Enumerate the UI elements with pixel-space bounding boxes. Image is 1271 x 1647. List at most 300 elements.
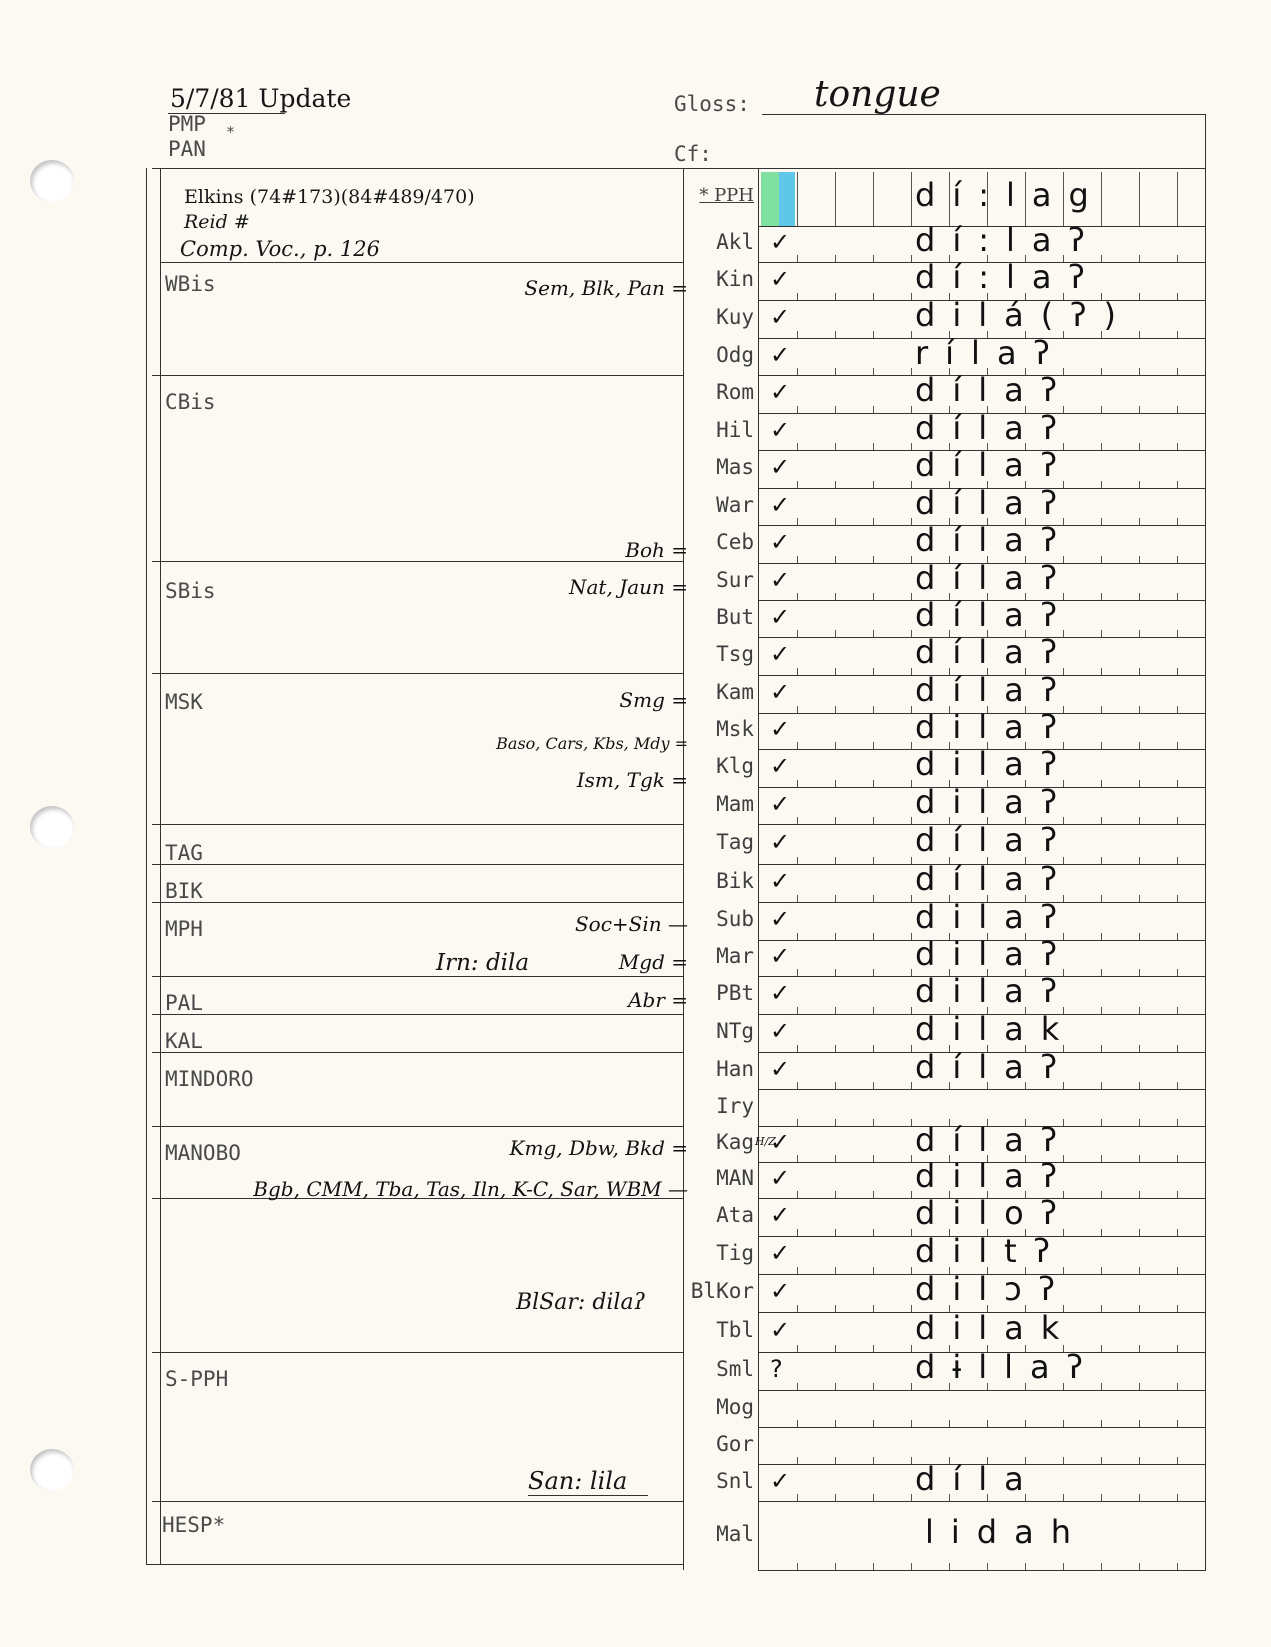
cell-tick <box>797 817 798 824</box>
cell-tick <box>1177 1345 1178 1352</box>
cell-tick <box>911 518 912 525</box>
lang-pbt: PBt <box>716 981 754 1005</box>
cell-tick <box>797 1494 798 1501</box>
lang-bik: Bik <box>716 869 754 893</box>
cell-tick <box>1139 742 1140 749</box>
binder-hole-bottom <box>30 1449 74 1491</box>
form-mal: lidah <box>925 1512 1088 1551</box>
cell-tick <box>835 518 836 525</box>
divider-mindoro <box>152 1126 683 1127</box>
lang-mam: Mam <box>716 791 754 816</box>
check-tbl: ✓ <box>770 1316 791 1344</box>
cell-tick <box>835 857 836 864</box>
cell-tick <box>911 1191 912 1198</box>
cell-tick <box>873 933 874 940</box>
cell-tick <box>911 1563 912 1570</box>
cell-tick <box>873 1045 874 1052</box>
cell-tick <box>1139 1229 1140 1236</box>
form-kag: dílaʔ <box>915 1121 1075 1159</box>
cell-tick <box>911 1457 912 1464</box>
divider-pal <box>152 1014 683 1015</box>
cell-tick <box>1101 368 1102 375</box>
lang-snl: Snl <box>716 1468 754 1493</box>
form-kin: dí:laʔ <box>915 258 1102 296</box>
cell-tick <box>1101 1305 1102 1312</box>
cell-tick <box>1139 593 1140 600</box>
cell-tick <box>1063 1383 1064 1390</box>
cell-tick <box>1025 1494 1026 1501</box>
cell-tick <box>797 933 798 940</box>
form-tag: dílaʔ <box>915 821 1075 859</box>
cell-tick <box>987 172 988 226</box>
cell-tick <box>873 1494 874 1501</box>
binder-hole-middle <box>30 806 74 848</box>
cell-tick <box>797 331 798 338</box>
cell-tick <box>1139 556 1140 563</box>
cell-tick <box>1139 630 1140 637</box>
lang-sml: Sml <box>716 1357 754 1381</box>
cell-tick <box>911 406 912 413</box>
cell-tick <box>1139 172 1140 226</box>
lang-tag: Tag <box>716 830 754 854</box>
cell-tick <box>835 1119 836 1126</box>
cell-tick <box>835 293 836 300</box>
cell-tick <box>835 668 836 675</box>
lang-but: But <box>716 604 754 629</box>
cell-tick <box>835 742 836 749</box>
check-han: ✓ <box>770 1054 791 1083</box>
cell-tick <box>1177 1191 1178 1198</box>
cell-tick <box>873 895 874 902</box>
annotation-ceb: Boh = <box>625 538 688 562</box>
lang-msk: Msk <box>716 717 754 741</box>
check-tag: ✓ <box>770 828 791 856</box>
cell-tick <box>987 1563 988 1570</box>
cell-tick <box>1101 1155 1102 1162</box>
cell-tick <box>1177 255 1178 262</box>
form-ata: diloʔ <box>915 1194 1074 1232</box>
update-date: 5/7/81 Update <box>170 84 352 113</box>
cell-tick <box>1063 1457 1064 1464</box>
lang-war: War <box>716 492 754 517</box>
form-klg: dilaʔ <box>915 745 1075 783</box>
cell-tick <box>1063 172 1064 226</box>
frame-right <box>1205 168 1206 1570</box>
cell-tick <box>797 1383 798 1390</box>
form-blkor: dilɔʔ <box>915 1270 1072 1308</box>
ref-comp-voc: Comp. Voc., p. 126 <box>180 237 380 261</box>
cell-tick <box>1139 481 1140 488</box>
lang-ceb: Ceb <box>716 530 754 554</box>
cell-tick <box>1139 331 1140 338</box>
cell-tick <box>873 368 874 375</box>
cell-tick <box>1177 368 1178 375</box>
cell-tick <box>797 630 798 637</box>
cell-tick <box>835 1494 836 1501</box>
cell-tick <box>1177 593 1178 600</box>
lang-kam: Kam <box>716 680 754 704</box>
form-bik: dílaʔ <box>915 860 1075 898</box>
form-tsg: dílaʔ <box>915 633 1075 671</box>
cell-tick <box>835 172 836 226</box>
cell-tick <box>1139 443 1140 450</box>
cell-tick <box>1177 1494 1178 1501</box>
cell-tick <box>911 668 912 675</box>
cell-tick <box>873 293 874 300</box>
cell-tick <box>911 556 912 563</box>
frame-bottom-right <box>758 1570 1206 1571</box>
cell-tick <box>1177 1155 1178 1162</box>
lang-mas: Mas <box>716 455 754 479</box>
lang-mar: Mar <box>716 944 754 968</box>
cell-tick <box>797 518 798 525</box>
cell-tick <box>835 1457 836 1464</box>
cell-tick <box>911 1229 912 1236</box>
cell-tick <box>873 817 874 824</box>
cell-tick <box>949 1420 950 1427</box>
cell-tick <box>1101 593 1102 600</box>
cell-tick <box>1139 1345 1140 1352</box>
lang-klg: Klg <box>716 754 754 778</box>
divider-hesp <box>152 1501 683 1502</box>
cell-tick <box>835 481 836 488</box>
cell-tick <box>911 706 912 713</box>
cell-tick <box>835 817 836 824</box>
check-ntg: ✓ <box>770 1017 791 1045</box>
cell-tick <box>1177 817 1178 824</box>
cell-tick <box>1177 857 1178 864</box>
cell-tick <box>1101 481 1102 488</box>
ref-elkins: Elkins (74#173)(84#489/470) <box>184 186 475 208</box>
cell-tick <box>1101 1267 1102 1274</box>
frame-left-inner <box>160 168 161 1564</box>
form-tbl: dilak <box>915 1309 1077 1347</box>
cell-tick <box>1177 668 1178 675</box>
cell-tick <box>1139 668 1140 675</box>
cell-tick <box>987 1383 988 1390</box>
san-underline <box>528 1495 648 1496</box>
check-war: ✓ <box>770 490 791 519</box>
cell-tick <box>1177 780 1178 787</box>
cell-tick <box>1177 443 1178 450</box>
divider-cbis <box>152 561 683 562</box>
cell-tick <box>797 443 798 450</box>
cell-tick <box>873 1457 874 1464</box>
cell-tick <box>1139 817 1140 824</box>
cell-tick <box>1139 1082 1140 1089</box>
cell-tick <box>1101 933 1102 940</box>
cell-tick <box>1177 630 1178 637</box>
annotation-kam: Smg = <box>619 688 688 712</box>
lang-kin: Kin <box>716 267 754 291</box>
cell-tick <box>835 368 836 375</box>
cell-tick <box>873 857 874 864</box>
header-bottom-rule <box>152 168 1206 169</box>
annotation-msk: Baso, Cars, Kbs, Mdy = <box>496 734 688 753</box>
cell-tick <box>1101 172 1102 226</box>
cell-tick <box>1177 895 1178 902</box>
row-rule <box>758 1427 1205 1428</box>
cell-tick <box>797 368 798 375</box>
check-kin: ✓ <box>770 265 791 293</box>
cell-tick <box>911 1420 912 1427</box>
form-ntg: dilak <box>915 1010 1077 1048</box>
cell-tick <box>797 1305 798 1312</box>
cell-tick <box>1139 518 1140 525</box>
cell-tick <box>797 593 798 600</box>
cell-tick <box>911 895 912 902</box>
cf-label: Cf: <box>674 142 712 166</box>
row-rule <box>758 1089 1205 1090</box>
cell-tick <box>835 969 836 976</box>
cell-tick <box>797 556 798 563</box>
cell-tick <box>1101 1457 1102 1464</box>
cell-tick <box>835 331 836 338</box>
cell-tick <box>1139 1267 1140 1274</box>
cell-tick <box>873 1007 874 1014</box>
lang-iry: Iry <box>716 1093 754 1118</box>
cell-tick <box>873 1305 874 1312</box>
cell-tick <box>835 895 836 902</box>
check-snl: ✓ <box>770 1466 791 1495</box>
cell-tick <box>911 1007 912 1014</box>
cell-tick <box>873 1155 874 1162</box>
cell-tick <box>1139 255 1140 262</box>
cell-tick <box>1139 1155 1140 1162</box>
cell-tick <box>835 1045 836 1052</box>
cell-tick <box>873 255 874 262</box>
lang-tbl: Tbl <box>716 1318 754 1342</box>
pph-blue-highlight <box>779 172 795 226</box>
cell-tick <box>1177 518 1178 525</box>
cell-tick <box>911 742 912 749</box>
cell-tick <box>873 668 874 675</box>
check-sml: ? <box>770 1355 783 1383</box>
pmp-label: PMP <box>168 112 206 136</box>
check-klg: ✓ <box>770 752 791 780</box>
binder-hole-top <box>30 160 74 202</box>
cell-tick <box>835 406 836 413</box>
annotation-irn: Irn: dila <box>436 950 530 976</box>
lang-sub: Sub <box>716 907 754 931</box>
form-han: dílaʔ <box>915 1047 1075 1086</box>
cell-tick <box>1177 1045 1178 1052</box>
lang-rom: Rom <box>716 380 754 404</box>
subgroup-mph: MPH <box>165 917 203 941</box>
form-ceb: dílaʔ <box>915 521 1075 559</box>
cell-tick <box>1139 780 1140 787</box>
cell-tick <box>1063 1420 1064 1427</box>
cell-tick <box>1177 172 1178 226</box>
cell-tick <box>835 1383 836 1390</box>
check-ata: ✓ <box>770 1201 791 1229</box>
column-divider-right <box>758 168 759 1570</box>
check-but: ✓ <box>770 602 791 631</box>
form-sub: dilaʔ <box>915 898 1075 936</box>
cell-tick <box>949 1494 950 1501</box>
cell-tick <box>1139 406 1140 413</box>
cell-tick <box>1177 1119 1178 1126</box>
cell-tick <box>1139 1045 1140 1052</box>
cell-tick <box>797 706 798 713</box>
lang-blkor: BlKor <box>690 1279 754 1303</box>
cell-tick <box>911 630 912 637</box>
cell-tick <box>873 742 874 749</box>
annotation-klg: Ism, Tgk = <box>576 768 688 792</box>
frame-left-outer <box>146 168 147 1564</box>
cell-tick <box>911 255 912 262</box>
form-sur: dílaʔ <box>915 558 1075 597</box>
check-man: ✓ <box>770 1164 791 1192</box>
check-mam: ✓ <box>770 789 791 818</box>
cell-tick <box>1101 668 1102 675</box>
form-pbt: dilaʔ <box>915 972 1075 1010</box>
cell-tick <box>1177 1457 1178 1464</box>
cell-tick <box>797 1082 798 1089</box>
subgroup-msk: MSK <box>165 690 203 714</box>
cell-tick <box>797 1191 798 1198</box>
cell-tick <box>1063 1563 1064 1570</box>
ref-reid: Reid # <box>184 211 250 233</box>
cell-tick <box>835 1267 836 1274</box>
cell-tick <box>1101 742 1102 749</box>
check-msk: ✓ <box>770 715 791 743</box>
subgroup-sbis: SBis <box>165 579 216 603</box>
cell-tick <box>1101 1007 1102 1014</box>
check-kam: ✓ <box>770 678 791 706</box>
check-kuy: ✓ <box>770 303 791 331</box>
cell-tick <box>1101 1563 1102 1570</box>
divider-refs <box>160 262 683 263</box>
cell-tick <box>797 1345 798 1352</box>
form-tig: diltʔ <box>915 1232 1067 1270</box>
cell-tick <box>1139 706 1140 713</box>
check-sur: ✓ <box>770 565 791 594</box>
cell-tick <box>873 331 874 338</box>
annotation-san: San: lila <box>528 1467 628 1495</box>
cell-tick <box>873 969 874 976</box>
cell-tick <box>1101 1383 1102 1390</box>
subgroup-manobo: MANOBO <box>165 1141 241 1165</box>
divider-bik <box>152 902 683 903</box>
cell-tick <box>1139 1305 1140 1312</box>
check-mas: ✓ <box>770 453 791 481</box>
lang-mog: Mog <box>716 1394 754 1419</box>
cell-tick <box>911 1119 912 1126</box>
cell-tick <box>835 780 836 787</box>
frame-right-top <box>1205 114 1206 168</box>
form-but: dílaʔ <box>915 595 1075 634</box>
cell-tick <box>911 172 912 226</box>
cell-tick <box>835 1155 836 1162</box>
cell-tick <box>1177 706 1178 713</box>
lang-kag: Kag <box>716 1130 754 1154</box>
subgroup-kal: KAL <box>165 1029 203 1053</box>
check-hil: ✓ <box>770 415 791 444</box>
cell-tick <box>797 1045 798 1052</box>
cell-tick <box>797 1420 798 1427</box>
annotation-sur: Nat, Jaun = <box>569 575 688 599</box>
cell-tick <box>1101 630 1102 637</box>
cell-tick <box>835 255 836 262</box>
cell-tick <box>797 293 798 300</box>
pan-label: PAN <box>168 137 206 161</box>
cell-tick <box>797 1007 798 1014</box>
cell-tick <box>911 780 912 787</box>
cell-tick <box>1177 1420 1178 1427</box>
lang-odg: Odg <box>716 342 754 367</box>
cell-tick <box>873 172 874 226</box>
cell-tick <box>797 780 798 787</box>
cell-tick <box>911 1045 912 1052</box>
form-sml: dɨllaʔ <box>915 1348 1100 1386</box>
cell-tick <box>835 1229 836 1236</box>
cell-tick <box>911 443 912 450</box>
check-ceb: ✓ <box>770 528 791 556</box>
cell-tick <box>873 1420 874 1427</box>
lang-sur: Sur <box>716 567 754 592</box>
cell-tick <box>1139 1383 1140 1390</box>
cell-tick <box>1101 518 1102 525</box>
cell-tick <box>797 1119 798 1126</box>
cell-tick <box>873 556 874 563</box>
lang-man: MAN <box>716 1166 754 1190</box>
lang-tig: Tig <box>716 1241 754 1265</box>
row-rule <box>758 1501 1205 1502</box>
cell-tick <box>797 969 798 976</box>
form-mam: dilaʔ <box>915 782 1075 821</box>
lang-hil: Hil <box>716 417 754 442</box>
form-war: dílaʔ <box>915 483 1075 522</box>
cell-tick <box>1139 1119 1140 1126</box>
cell-tick <box>835 1305 836 1312</box>
cell-tick <box>1177 742 1178 749</box>
subgroup-tag: TAG <box>165 841 203 865</box>
cell-tick <box>835 1191 836 1198</box>
gloss-underline <box>762 114 1205 115</box>
divider-wbis <box>152 375 683 376</box>
cell-tick <box>1177 933 1178 940</box>
cell-tick <box>911 1267 912 1274</box>
cell-tick <box>797 857 798 864</box>
cell-tick <box>1177 406 1178 413</box>
pph-green-highlight <box>761 172 779 226</box>
cell-tick <box>1177 1305 1178 1312</box>
gloss-value: tongue <box>814 74 941 115</box>
lang-ntg: NTg <box>716 1019 754 1043</box>
cell-tick <box>1139 857 1140 864</box>
gloss-label: Gloss: <box>674 92 750 116</box>
cell-tick <box>911 817 912 824</box>
cell-tick <box>1101 1420 1102 1427</box>
cell-tick <box>835 1420 836 1427</box>
cell-tick <box>1101 895 1102 902</box>
annotation-kin: Sem, Blk, Pan = <box>524 276 688 300</box>
cell-tick <box>1101 1119 1102 1126</box>
frame-bottom <box>146 1564 684 1565</box>
cell-tick <box>1139 1457 1140 1464</box>
lang-kuy: Kuy <box>716 305 754 329</box>
cell-tick <box>797 255 798 262</box>
cell-tick <box>911 368 912 375</box>
pmp-asterisk: * <box>226 123 236 141</box>
form-pph: dí:lag <box>915 176 1106 214</box>
lang-tsg: Tsg <box>716 642 754 666</box>
cell-tick <box>1177 1229 1178 1236</box>
check-mar: ✓ <box>770 942 791 970</box>
cell-tick <box>1101 443 1102 450</box>
cell-tick <box>987 1494 988 1501</box>
